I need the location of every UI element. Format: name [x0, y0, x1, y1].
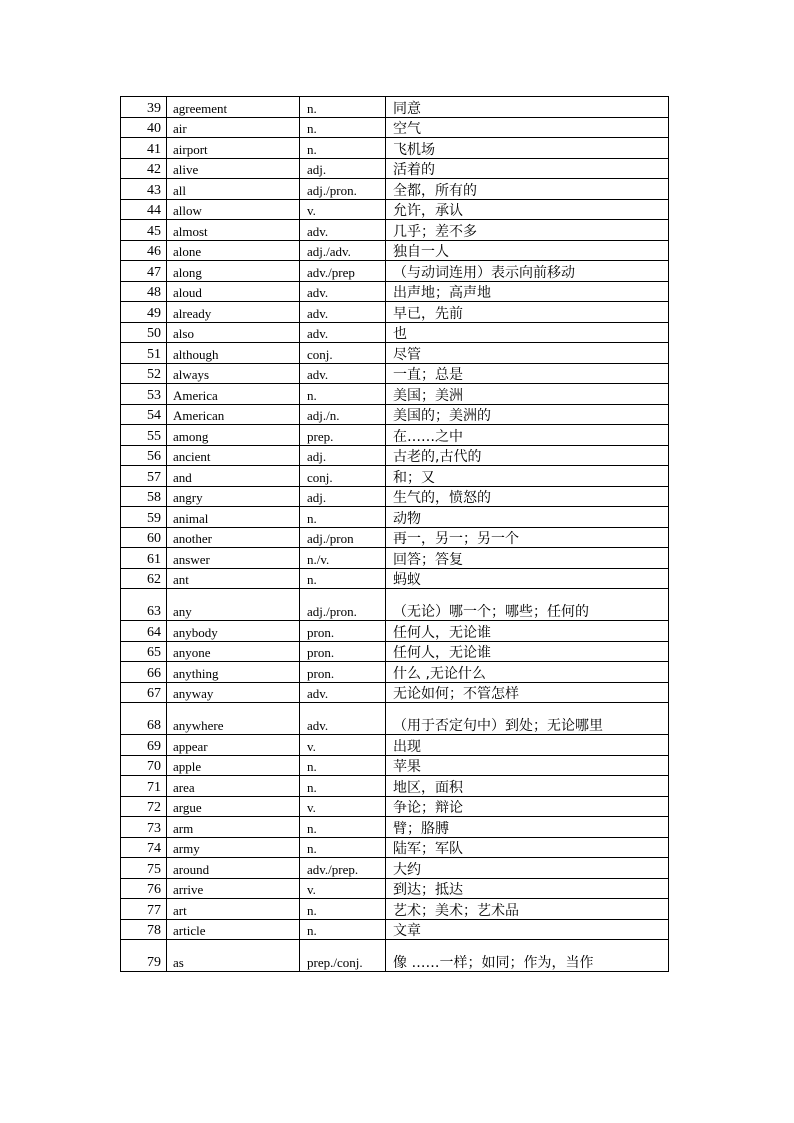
entry-number: 43	[121, 179, 167, 200]
entry-meaning: 生气的，愤怒的	[386, 486, 669, 507]
vocab-row	[121, 662, 669, 683]
vocab-row	[121, 899, 669, 920]
entry-word: among	[167, 425, 300, 446]
entry-number: 66	[121, 662, 167, 683]
entry-meaning: （用于否定句中）到处；无论哪里	[386, 703, 669, 735]
entry-word: aloud	[167, 281, 300, 302]
entry-number: 64	[121, 621, 167, 642]
entry-word: area	[167, 776, 300, 797]
entry-word: although	[167, 343, 300, 364]
entry-meaning: 几乎；差不多	[386, 220, 669, 241]
entry-meaning: 大约	[386, 858, 669, 879]
entry-word: allow	[167, 199, 300, 220]
entry-part-of-speech: n.	[300, 837, 386, 858]
entry-part-of-speech: adj.	[300, 445, 386, 466]
entry-word: anyone	[167, 641, 300, 662]
entry-part-of-speech: adv.	[300, 220, 386, 241]
vocab-row	[121, 796, 669, 817]
entry-meaning: 什么 ,无论什么	[386, 662, 669, 683]
entry-meaning: 在……之中	[386, 425, 669, 446]
entry-word: appear	[167, 735, 300, 756]
entry-part-of-speech: n.	[300, 138, 386, 159]
entry-part-of-speech: adv.	[300, 281, 386, 302]
entry-meaning: （与动词连用）表示向前移动	[386, 261, 669, 282]
entry-number: 60	[121, 527, 167, 548]
entry-number: 50	[121, 322, 167, 343]
entry-part-of-speech: v.	[300, 735, 386, 756]
entry-word: arrive	[167, 878, 300, 899]
entry-number: 49	[121, 302, 167, 323]
vocab-row	[121, 641, 669, 662]
entry-number: 56	[121, 445, 167, 466]
entry-meaning: 臂；胳膊	[386, 817, 669, 838]
entry-meaning: 苹果	[386, 755, 669, 776]
entry-word: airport	[167, 138, 300, 159]
entry-number: 72	[121, 796, 167, 817]
entry-meaning: 出声地；高声地	[386, 281, 669, 302]
entry-number: 67	[121, 682, 167, 703]
vocab-row	[121, 817, 669, 838]
entry-part-of-speech: pron.	[300, 621, 386, 642]
entry-part-of-speech: v.	[300, 796, 386, 817]
entry-word: anywhere	[167, 703, 300, 735]
vocab-row	[121, 302, 669, 323]
entry-meaning: 无论如何；不管怎样	[386, 682, 669, 703]
entry-word: alive	[167, 158, 300, 179]
entry-word: America	[167, 384, 300, 405]
entry-word: alone	[167, 240, 300, 261]
entry-part-of-speech: n.	[300, 507, 386, 528]
entry-number: 63	[121, 589, 167, 621]
entry-number: 68	[121, 703, 167, 735]
entry-word: and	[167, 466, 300, 487]
entry-number: 75	[121, 858, 167, 879]
entry-meaning: 也	[386, 322, 669, 343]
entry-part-of-speech: adj./adv.	[300, 240, 386, 261]
entry-word: arm	[167, 817, 300, 838]
entry-meaning: 和；又	[386, 466, 669, 487]
entry-part-of-speech: n.	[300, 117, 386, 138]
vocab-row	[121, 858, 669, 879]
entry-number: 61	[121, 548, 167, 569]
entry-meaning: 艺术；美术；艺术品	[386, 899, 669, 920]
entry-part-of-speech: v.	[300, 878, 386, 899]
vocab-row	[121, 940, 669, 972]
entry-number: 47	[121, 261, 167, 282]
entry-meaning: 允许，承认	[386, 199, 669, 220]
vocab-row	[121, 589, 669, 621]
vocab-row	[121, 621, 669, 642]
entry-part-of-speech: n.	[300, 817, 386, 838]
vocab-row	[121, 837, 669, 858]
entry-part-of-speech: adv./prep	[300, 261, 386, 282]
vocab-row	[121, 466, 669, 487]
vocabulary-table	[120, 96, 669, 972]
entry-meaning: 全都，所有的	[386, 179, 669, 200]
entry-word: art	[167, 899, 300, 920]
entry-meaning: 飞机场	[386, 138, 669, 159]
entry-word: article	[167, 919, 300, 940]
entry-part-of-speech: conj.	[300, 343, 386, 364]
entry-part-of-speech: adv.	[300, 322, 386, 343]
vocab-row	[121, 158, 669, 179]
vocab-row	[121, 735, 669, 756]
entry-number: 46	[121, 240, 167, 261]
entry-meaning: 古老的,古代的	[386, 445, 669, 466]
entry-part-of-speech: adj./pron.	[300, 179, 386, 200]
entry-part-of-speech: prep.	[300, 425, 386, 446]
vocab-row	[121, 548, 669, 569]
entry-meaning: 美国；美洲	[386, 384, 669, 405]
entry-number: 69	[121, 735, 167, 756]
entry-number: 48	[121, 281, 167, 302]
entry-number: 77	[121, 899, 167, 920]
entry-number: 55	[121, 425, 167, 446]
entry-word: American	[167, 404, 300, 425]
entry-word: another	[167, 527, 300, 548]
entry-part-of-speech: prep./conj.	[300, 940, 386, 972]
vocab-row	[121, 240, 669, 261]
entry-word: already	[167, 302, 300, 323]
entry-part-of-speech: pron.	[300, 662, 386, 683]
entry-meaning: 早已，先前	[386, 302, 669, 323]
vocab-row	[121, 425, 669, 446]
entry-word: angry	[167, 486, 300, 507]
entry-part-of-speech: adj.	[300, 486, 386, 507]
entry-meaning: 任何人，无论谁	[386, 621, 669, 642]
entry-number: 39	[121, 97, 167, 118]
vocab-row	[121, 486, 669, 507]
entry-word: all	[167, 179, 300, 200]
entry-number: 54	[121, 404, 167, 425]
entry-number: 70	[121, 755, 167, 776]
entry-number: 51	[121, 343, 167, 364]
entry-number: 73	[121, 817, 167, 838]
entry-part-of-speech: n.	[300, 776, 386, 797]
entry-part-of-speech: adv.	[300, 363, 386, 384]
entry-meaning: 一直；总是	[386, 363, 669, 384]
vocab-row	[121, 343, 669, 364]
vocab-row	[121, 703, 669, 735]
vocab-row	[121, 199, 669, 220]
entry-word: ant	[167, 568, 300, 589]
entry-word: any	[167, 589, 300, 621]
entry-meaning: 争论；辩论	[386, 796, 669, 817]
entry-meaning: 同意	[386, 97, 669, 118]
entry-part-of-speech: adv.	[300, 302, 386, 323]
entry-number: 65	[121, 641, 167, 662]
entry-meaning: 空气	[386, 117, 669, 138]
entry-number: 79	[121, 940, 167, 972]
entry-meaning: 尽管	[386, 343, 669, 364]
entry-part-of-speech: adv./prep.	[300, 858, 386, 879]
vocab-row	[121, 117, 669, 138]
entry-word: animal	[167, 507, 300, 528]
entry-word: along	[167, 261, 300, 282]
entry-part-of-speech: pron.	[300, 641, 386, 662]
entry-meaning: 出现	[386, 735, 669, 756]
entry-number: 40	[121, 117, 167, 138]
entry-number: 78	[121, 919, 167, 940]
entry-meaning: 独自一人	[386, 240, 669, 261]
entry-word: argue	[167, 796, 300, 817]
entry-word: agreement	[167, 97, 300, 118]
entry-meaning: 回答；答复	[386, 548, 669, 569]
entry-word: always	[167, 363, 300, 384]
entry-meaning: 活着的	[386, 158, 669, 179]
entry-word: almost	[167, 220, 300, 241]
entry-part-of-speech: adj./pron	[300, 527, 386, 548]
entry-word: anybody	[167, 621, 300, 642]
entry-word: apple	[167, 755, 300, 776]
entry-word: answer	[167, 548, 300, 569]
entry-part-of-speech: n./v.	[300, 548, 386, 569]
entry-word: air	[167, 117, 300, 138]
entry-word: also	[167, 322, 300, 343]
entry-number: 53	[121, 384, 167, 405]
vocab-row	[121, 878, 669, 899]
entry-part-of-speech: n.	[300, 384, 386, 405]
vocab-row	[121, 322, 669, 343]
entry-number: 74	[121, 837, 167, 858]
vocab-row	[121, 568, 669, 589]
vocab-row	[121, 220, 669, 241]
vocab-row	[121, 179, 669, 200]
entry-meaning: 地区，面积	[386, 776, 669, 797]
entry-part-of-speech: n.	[300, 899, 386, 920]
entry-number: 71	[121, 776, 167, 797]
vocab-row	[121, 919, 669, 940]
vocab-row	[121, 261, 669, 282]
entry-meaning: （无论）哪一个；哪些；任何的	[386, 589, 669, 621]
entry-part-of-speech: adv.	[300, 703, 386, 735]
entry-meaning: 任何人，无论谁	[386, 641, 669, 662]
vocab-row	[121, 527, 669, 548]
entry-number: 59	[121, 507, 167, 528]
entry-meaning: 到达；抵达	[386, 878, 669, 899]
vocab-row	[121, 755, 669, 776]
entry-word: anything	[167, 662, 300, 683]
entry-meaning: 像 ……一样；如同；作为，当作	[386, 940, 669, 972]
entry-part-of-speech: n.	[300, 919, 386, 940]
entry-word: as	[167, 940, 300, 972]
entry-number: 57	[121, 466, 167, 487]
vocab-row	[121, 404, 669, 425]
entry-meaning: 文章	[386, 919, 669, 940]
entry-meaning: 动物	[386, 507, 669, 528]
entry-number: 52	[121, 363, 167, 384]
vocab-row	[121, 281, 669, 302]
vocab-row	[121, 445, 669, 466]
vocab-row	[121, 682, 669, 703]
entry-part-of-speech: n.	[300, 97, 386, 118]
vocab-row	[121, 384, 669, 405]
vocabulary-table-body	[121, 97, 669, 972]
entry-part-of-speech: n.	[300, 568, 386, 589]
entry-number: 45	[121, 220, 167, 241]
entry-number: 41	[121, 138, 167, 159]
entry-part-of-speech: conj.	[300, 466, 386, 487]
entry-part-of-speech: adj./pron.	[300, 589, 386, 621]
entry-number: 42	[121, 158, 167, 179]
entry-part-of-speech: adv.	[300, 682, 386, 703]
entry-number: 76	[121, 878, 167, 899]
entry-part-of-speech: adj./n.	[300, 404, 386, 425]
entry-meaning: 陆军；军队	[386, 837, 669, 858]
entry-part-of-speech: v.	[300, 199, 386, 220]
entry-word: around	[167, 858, 300, 879]
vocab-row	[121, 363, 669, 384]
vocab-row	[121, 776, 669, 797]
vocab-row	[121, 507, 669, 528]
entry-number: 58	[121, 486, 167, 507]
entry-part-of-speech: n.	[300, 755, 386, 776]
entry-word: ancient	[167, 445, 300, 466]
entry-word: army	[167, 837, 300, 858]
vocab-row	[121, 138, 669, 159]
entry-meaning: 蚂蚁	[386, 568, 669, 589]
vocab-row	[121, 97, 669, 118]
entry-number: 44	[121, 199, 167, 220]
entry-meaning: 美国的；美洲的	[386, 404, 669, 425]
entry-meaning: 再一，另一；另一个	[386, 527, 669, 548]
entry-word: anyway	[167, 682, 300, 703]
entry-part-of-speech: adj.	[300, 158, 386, 179]
entry-number: 62	[121, 568, 167, 589]
